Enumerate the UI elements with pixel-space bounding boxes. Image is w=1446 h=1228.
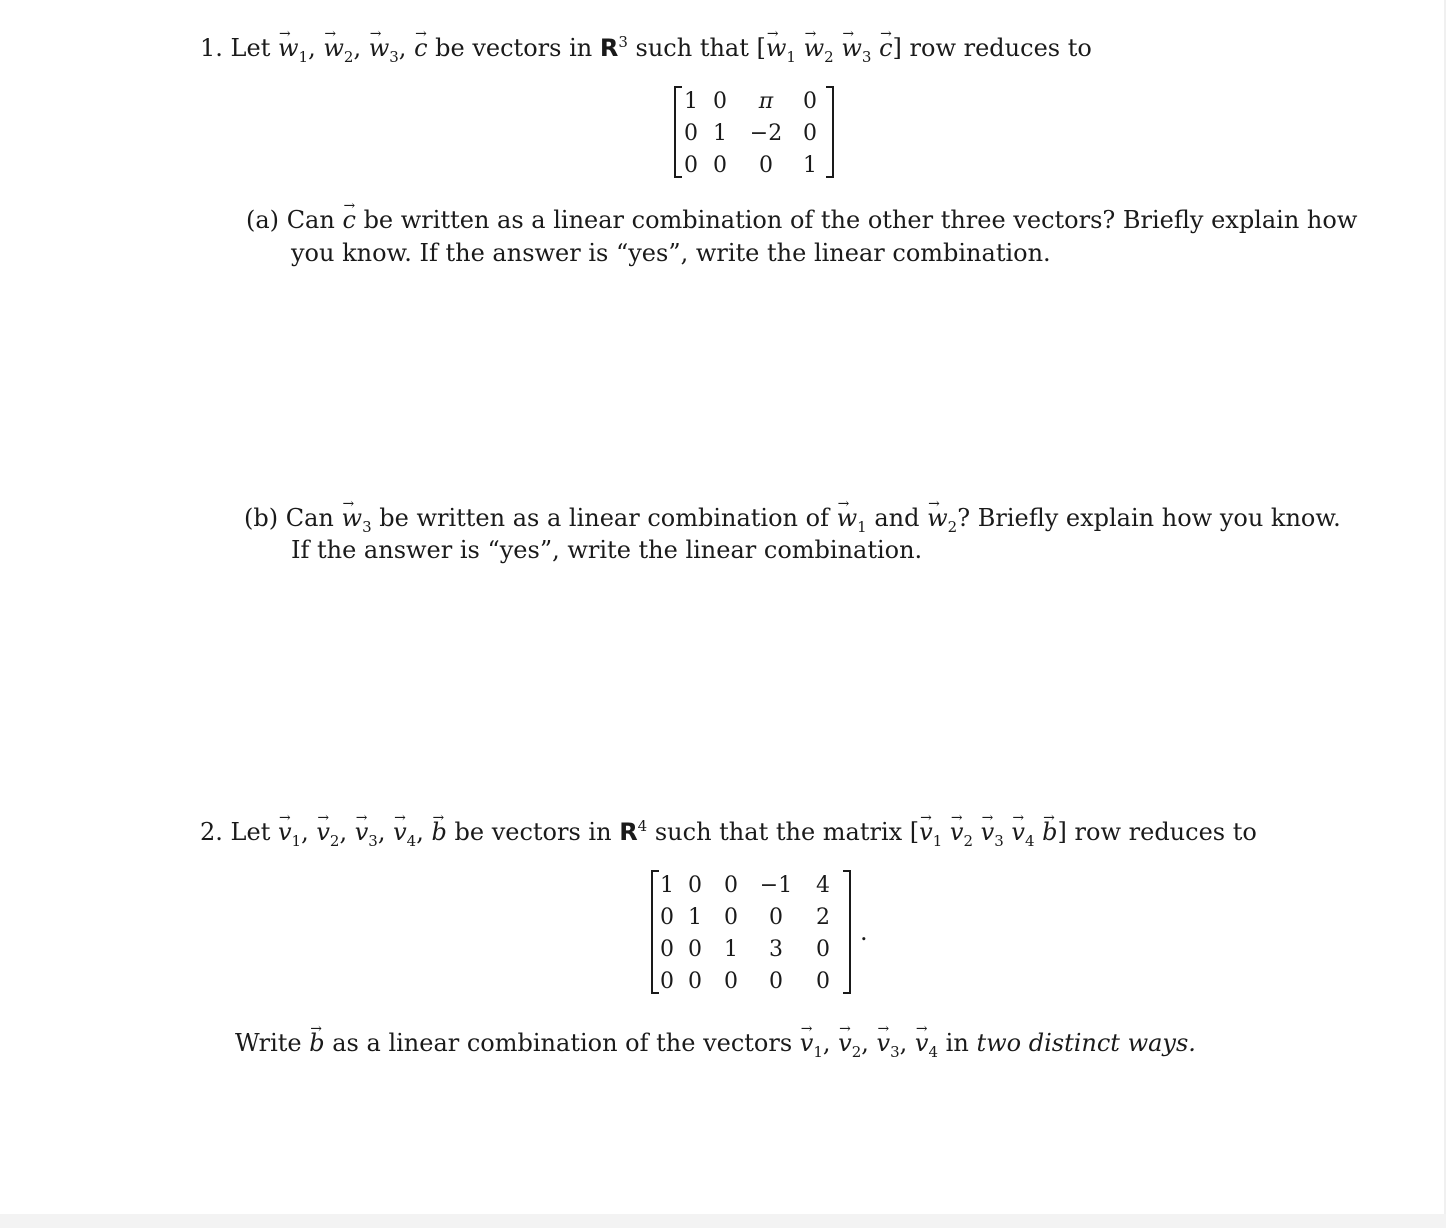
q2-prompt: Write → b as a linear combination of the vectors → $v_1$, → $v_2$, → $v_3$, → $v_4$ in two distinct ways. [235, 1027, 1196, 1068]
matrix-row: 0 1 −2 0 [684, 121, 817, 146]
q1a-prompt: (a) Can → c be written as a linear combination of the other three vectors? Briefly explain how [246, 204, 1357, 236]
matrix-row: 0 0 0 1 [684, 153, 817, 178]
matrix-row: 0 1 0 0 2 [660, 905, 830, 930]
q1a-prompt-line2: you know. If the answer is “yes”, write the linear combination. [291, 239, 1051, 267]
q2-matrix [651, 870, 851, 994]
q1-matrix [674, 86, 834, 178]
q1b-prompt-line2: If the answer is “yes”, write the linear combination. [291, 536, 923, 564]
matrix-row: 0 0 1 3 0 [660, 937, 830, 962]
matrix-row: 0 0 0 0 0 [660, 969, 830, 994]
q2-matrix-period: . [860, 918, 868, 946]
matrix-row: 1 0 0 −1 4 [660, 873, 830, 898]
q1-statement: 1. Let → $w_1$, → $w_2$, → $w_3$, → c be vectors in $R^3$ such that [→ $w_1 \to w_2 \to w_3 \to c$] row reduces to [200, 26, 1092, 73]
q1b-prompt: (b) Can → $w_3$ be written as a linear combination of → $w_1$ and → $w_2$? Briefly explain how you know. [244, 502, 1341, 543]
q2-statement: 2. Let → $v_1$, → $v_2$, → $v_3$, → $v_4$, → b be vectors in $R^4$ such that the matrix [→ $v_1 \to v_2 \to v_3 \to v_4 \to b$] row reduces to [200, 810, 1257, 857]
matrix-row: 1 0 π 0 [684, 89, 817, 114]
page-bottom-strip [0, 1214, 1446, 1228]
